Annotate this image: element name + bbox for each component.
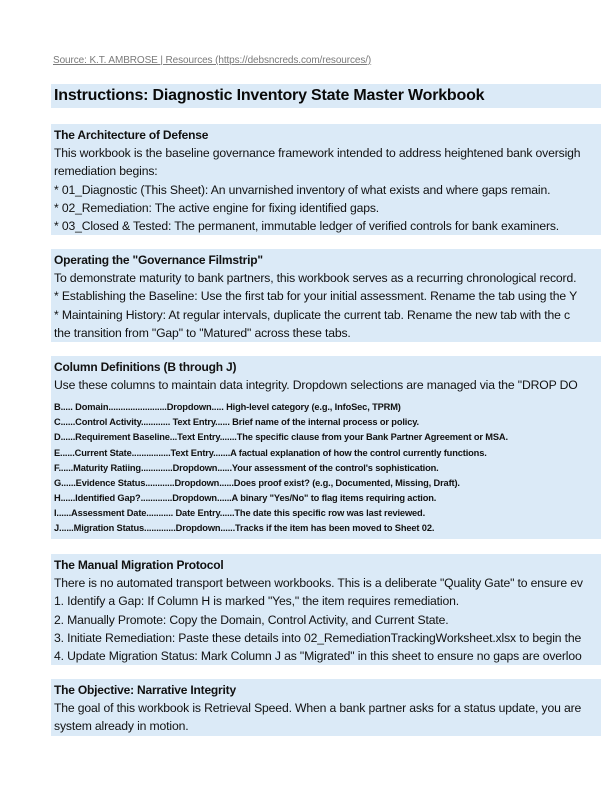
- column-definition-j: J......Migration Status.............Dropdown......Tracks if the item has been moved to Sheet 02.: [54, 523, 435, 534]
- source-link[interactable]: Source: K.T. AMBROSE | Resources (https://debsncreds.com/resources/): [53, 55, 372, 66]
- bullet-item: * 01_Diagnostic (This Sheet): An unvarnished inventory of what exists and where gaps remain.: [54, 182, 551, 197]
- page-title: Instructions: Diagnostic Inventory State Master Workbook: [54, 87, 485, 104]
- section-heading: The Architecture of Defense: [54, 128, 209, 142]
- bullet-item: * 03_Closed & Tested: The permanent, immutable ledger of verified controls for bank examiners.: [54, 219, 560, 234]
- column-definition-h: H......Identified Gap?.............Dropdown......A binary "Yes/No" to flag items requiring action.: [54, 492, 437, 503]
- section-filmstrip: [51, 249, 601, 342]
- section-migration-protocol: [51, 554, 601, 665]
- numbered-step: 3. Initiate Remediation: Paste these details into 02_RemediationTrackingWorksheet.xlsx to begin the: [54, 630, 582, 645]
- bullet-item: * 02_Remediation: The active engine for fixing identified gaps.: [54, 200, 380, 215]
- paragraph-line: Use these columns to maintain data integrity. Dropdown selections are managed via the "DROP DO: [54, 378, 578, 392]
- bullet-item: * Maintaining History: At regular intervals, duplicate the current tab. Rename the new tab with the c: [54, 307, 570, 322]
- section-heading: Column Definitions (B through J): [54, 360, 237, 374]
- paragraph-line: To demonstrate maturity to bank partners, this workbook serves as a recurring chronological record.: [54, 271, 577, 285]
- section-architecture: [51, 124, 601, 235]
- section-heading: The Objective: Narrative Integrity: [54, 683, 236, 697]
- bullet-item: * Establishing the Baseline: Use the first tab for your initial assessment. Rename the tab using the Y: [54, 289, 578, 304]
- numbered-step: 4. Update Migration Status: Mark Column J as "Migrated" in this sheet to ensure no gaps are overloo: [54, 649, 582, 664]
- paragraph-line: the transition from "Gap" to "Matured" across these tabs.: [54, 325, 351, 340]
- paragraph-line: There is no automated transport between workbooks. This is a deliberate "Quality Gate" to ensure ev: [54, 576, 583, 590]
- numbered-step: 1. Identify a Gap: If Column H is marked "Yes," the item requires remediation.: [54, 594, 459, 609]
- numbered-step: 2. Manually Promote: Copy the Domain, Control Activity, and Current State.: [54, 612, 449, 627]
- section-heading: Operating the "Governance Filmstrip": [54, 253, 263, 267]
- paragraph-line: system already in motion.: [54, 719, 189, 734]
- column-definition-d: D......Requirement Baseline...Text Entry.......The specific clause from your Bank Partner Agreement or MSA.: [54, 432, 508, 443]
- column-definition-g: G......Evidence Status............Dropdown......Does proof exist? (e.g., Documented, Missing, Draft).: [54, 477, 460, 488]
- paragraph-line: The goal of this workbook is Retrieval Speed. When a bank partner asks for a status update, you are: [54, 701, 582, 715]
- column-definition-e: E......Current State................Text Entry.......A factual explanation of how the control currently functions.: [54, 447, 487, 458]
- paragraph-line: remediation begins:: [54, 164, 158, 179]
- column-definition-f: F......Maturity Ratiing.............Dropdown......Your assessment of the control's sophistication.: [54, 462, 439, 473]
- column-definition-i: I......Assessment Date........... Date Entry......The date this specific row was last reviewed.: [54, 507, 426, 518]
- section-heading: The Manual Migration Protocol: [54, 558, 224, 572]
- paragraph-line: This workbook is the baseline governance framework intended to address heightened bank oversigh: [54, 146, 581, 160]
- column-definition-c: C......Control Activity............ Text Entry...... Brief name of the internal process or policy.: [54, 417, 419, 428]
- section-column-definitions: [51, 356, 601, 539]
- title-banner: [51, 84, 601, 108]
- column-definition-b: B..... Domain........................Dropdown..... High-level category (e.g., InfoSec, TPRM): [54, 402, 401, 413]
- section-objective: [51, 679, 601, 736]
